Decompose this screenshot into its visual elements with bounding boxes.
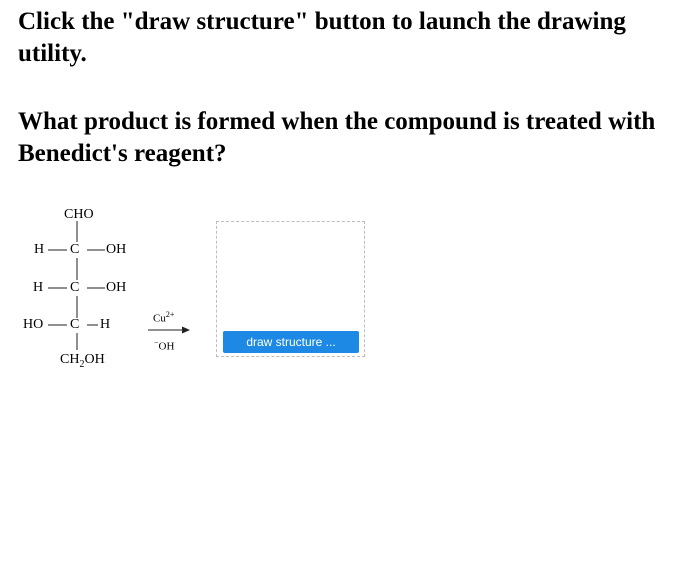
reagent-oh: OH (158, 340, 175, 353)
reagent-cu: Cu (153, 312, 166, 325)
ch2oh-prefix: CH (60, 352, 80, 367)
c2-right-group: OH (106, 242, 127, 257)
group-cho: CHO (64, 207, 94, 222)
ch2oh-subscript: 2 (79, 358, 85, 370)
c4-carbon: C (70, 317, 80, 332)
c2-carbon: C (70, 242, 80, 257)
instruction-text: Click the "draw structure" button to launch the drawing utility. (18, 8, 626, 67)
c4-left-group: HO (23, 317, 44, 332)
reagent-below (154, 338, 174, 353)
question-text: What product is formed when the compound is treated with Benedict's reagent? (18, 108, 656, 167)
ch2oh-suffix: OH (84, 352, 105, 367)
reaction-conditions (146, 304, 192, 356)
c3-right-group: OH (106, 280, 127, 295)
draw-structure-button[interactable]: draw structure ... (223, 331, 359, 353)
c3-left-group: H (33, 280, 44, 295)
group-ch2oh (60, 352, 105, 373)
reagent-oh-charge: − (154, 338, 159, 347)
c4-right-group: H (100, 317, 111, 332)
reagent-cu-charge: 2+ (165, 310, 175, 319)
fischer-projection (0, 200, 150, 380)
c2-left-group: H (34, 242, 45, 257)
c3-carbon: C (70, 280, 80, 295)
